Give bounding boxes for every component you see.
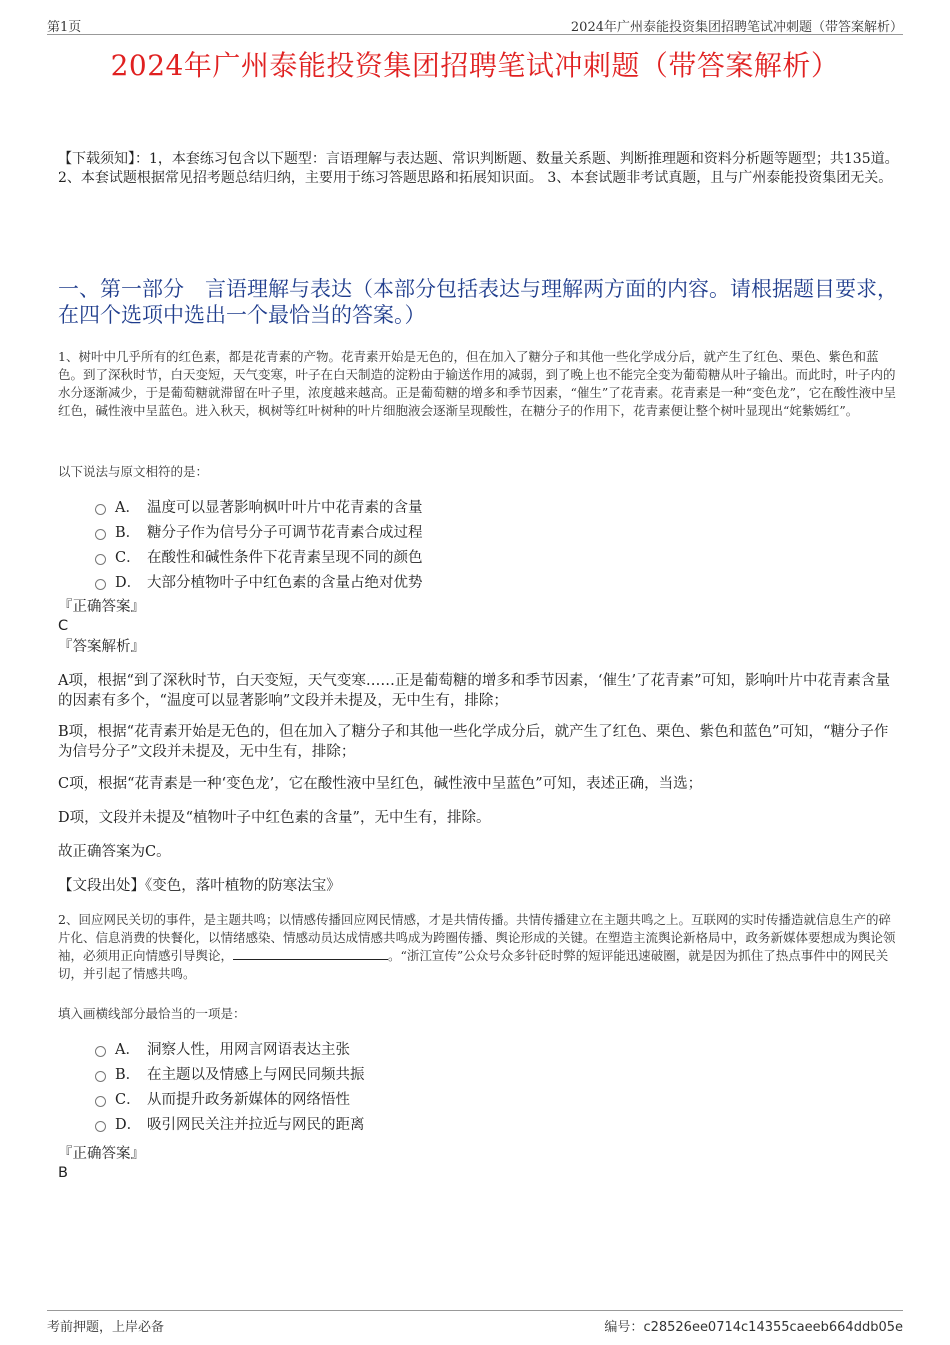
q1-prompt: 以下说法与原文相符的是： (58, 464, 209, 479)
q1-answer: C (58, 618, 69, 634)
radio-icon[interactable] (95, 1071, 106, 1082)
radio-icon[interactable] (95, 1046, 106, 1057)
q1-passage: 1、树叶中几乎所有的红色素，都是花青素的产物。花青素开始是无色的，但在加入了糖分子和其他一些化学成分后，就产生了红色、栗色、紫色和蓝色。到了深秋时节，白天变短，天气变寒，叶子在白天制造的淀粉由于输送作用的减弱，到了晚上也不能完全变为葡萄糖从叶子输出。而此时，叶子内的水分逐渐减少，于是葡萄糖就滞留在叶子里，浓度越来越高。正是葡萄糖的增多和季节因素，“催生”了花青素。花青素是一种“变色龙”，它在酸性液中呈红色，碱性液中呈蓝色。进入秋天，枫树等红叶树种的叶片细胞液会逐渐呈现酸性，在糖分子的作用下，花青素便让整个树叶显现出“姹紫嫣红”。 (58, 349, 897, 418)
download-notice: 【下载须知】：1，本套练习包含以下题型：言语理解与表达题、常识判断题、数量关系题、判断推理题和资料分析题等题型；共135道。 2、本套试题根据常见招考题总结归纳，主要用于练习答题思路和拓展知识面。 3、本套试题非考试真题，且与广州泰能投资集团无关。 (58, 151, 899, 186)
q1-analysis-label: 『答案解析』 (58, 639, 145, 655)
radio-icon[interactable] (95, 554, 106, 565)
page-number: 第1页 (47, 20, 82, 35)
running-title: 2024年广州泰能投资集团招聘笔试冲刺题（带答案解析） (570, 20, 903, 35)
document-title: 2024年广州泰能投资集团招聘笔试冲刺题（带答案解析） (110, 49, 840, 82)
q1-option-b[interactable]: B． 糖分子作为信号分子可调节花青素合成过程 (95, 519, 900, 544)
page-header (47, 14, 903, 35)
q2-option-c[interactable]: C． 从而提升政务新媒体的网络悟性 (95, 1086, 900, 1111)
q1-option-c[interactable]: C． 在酸性和碱性条件下花青素呈现不同的颜色 (95, 544, 900, 569)
answer-blank (233, 947, 388, 960)
q1-analysis-b: B项，根据“花青素开始是无色的，但在加入了糖分子和其他一些化学成分后，就产生了红色、栗色、紫色和蓝色”可知，“糖分子作为信号分子”文段并未提及，无中生有，排除； (58, 724, 889, 760)
document-code: 编号：c28526ee0714c14355caeeb664ddb05e (604, 1320, 903, 1335)
q1-analysis-c: C项，根据“花青素是一种‘变色龙’，它在酸性液中呈红色，碱性液中呈蓝色”可知，表述正确，当选； (58, 776, 703, 792)
q2-option-b[interactable]: B． 在主题以及情感上与网民同频共振 (95, 1061, 900, 1086)
q2-option-d[interactable]: D． 吸引网民关注并拉近与网民的距离 (95, 1111, 900, 1136)
q2-prompt: 填入画横线部分最恰当的一项是： (58, 1006, 246, 1021)
page-footer (47, 1310, 903, 1335)
q1-option-d[interactable]: D． 大部分植物叶子中红色素的含量占绝对优势 (95, 569, 900, 594)
section-heading: 一、第一部分 言语理解与表达（本部分包括表达与理解两方面的内容。请根据题目要求，在四个选项中选出一个最恰当的答案。） (58, 277, 898, 327)
radio-icon[interactable] (95, 1096, 106, 1107)
q2-options (95, 1036, 900, 1136)
footer-slogan: 考前押题，上岸必备 (47, 1320, 165, 1335)
q1-analysis-d: D项，文段并未提及“植物叶子中红色素的含量”，无中生有，排除。 (58, 810, 491, 826)
radio-icon[interactable] (95, 1121, 106, 1132)
radio-icon[interactable] (95, 579, 106, 590)
q1-source: 【文段出处】《变色，落叶植物的防寒法宝》 (58, 878, 341, 894)
q2-option-a[interactable]: A． 洞察人性，用网言网语表达主张 (95, 1036, 900, 1061)
radio-icon[interactable] (95, 504, 106, 515)
radio-icon[interactable] (95, 529, 106, 540)
q2-answer-label: 『正确答案』 (58, 1146, 145, 1162)
q1-answer-label: 『正确答案』 (58, 599, 145, 615)
q1-analysis-a: A项，根据“到了深秋时节，白天变短，天气变寒……正是葡萄糖的增多和季节因素，‘催生’了花青素”可知，影响叶片中花青素含量的因素有多个，“温度可以显著影响”文段并未提及，无中生有，排除； (58, 673, 891, 709)
q1-analysis-conclusion: 故正确答案为C。 (58, 844, 171, 860)
q2-answer: B (58, 1165, 68, 1181)
q1-options (95, 494, 900, 594)
q1-option-a[interactable]: A． 温度可以显著影响枫叶叶片中花青素的含量 (95, 494, 900, 519)
q2-passage: 2、回应网民关切的事件，是主题共鸣；以情感传播回应网民情感，才是共情传播。共情传播建立在主题共鸣之上。互联网的实时传播造就信息生产的碎片化、信息消费的快餐化，以情绪感染、情感动员达成情感共鸣成为跨圈传播、舆论形成的关键。在塑造主流舆论新格局中，政务新媒体要想成为舆论领袖，必须用正向情感引导舆论， 。“浙江宣传”公众号众多针砭时弊的短评能迅速破圈，就是因为抓住了热点事件中的网民关切，并引起了情感共鸣。 (58, 912, 896, 981)
